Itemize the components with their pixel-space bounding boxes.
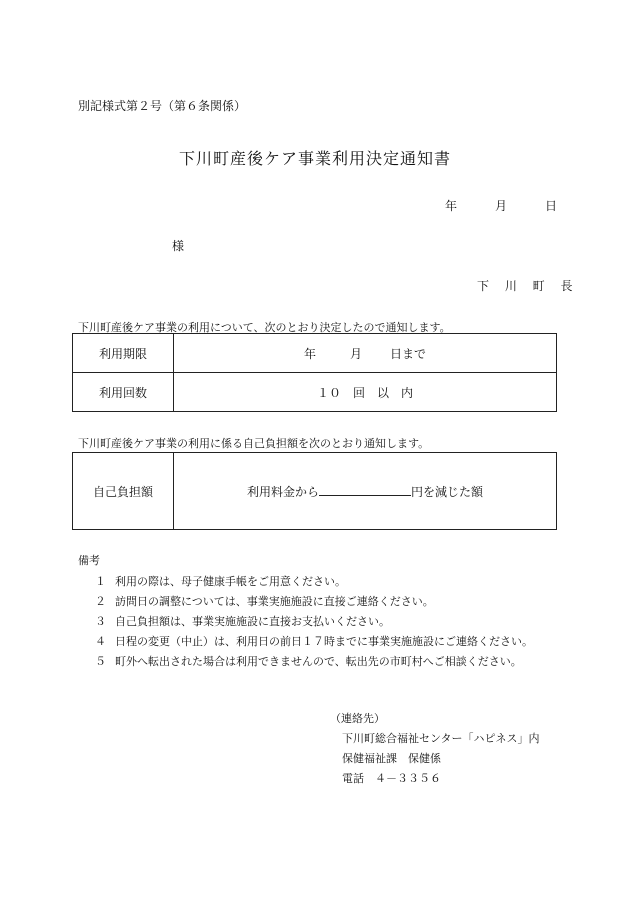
table-row [73, 373, 557, 412]
note-number: ３ [95, 615, 106, 628]
note-number: ２ [95, 595, 106, 608]
note-text: 自己負担額は、事業実施施設に直接お支払いください。 [115, 615, 390, 628]
issuer-name: 下 川 町 長 [477, 279, 579, 293]
decision-table [72, 333, 557, 412]
copay-suffix: 円を減じた額 [411, 484, 484, 499]
document-title: 下川町産後ケア事業利用決定通知書 [178, 149, 451, 168]
period-day: 日まで [390, 346, 427, 361]
count-value: １０ 回 以 内 [174, 373, 557, 412]
list-item [95, 613, 533, 633]
list-item [95, 633, 533, 653]
recipient-suffix: 様 [172, 239, 185, 253]
note-number: １ [95, 575, 106, 588]
note-number: ５ [95, 655, 106, 668]
copay-label: 自己負担額 [73, 453, 174, 530]
list-item [95, 573, 533, 593]
contact-phone: 電話 ４－３３５６ [342, 772, 441, 785]
period-year: 年 [303, 346, 316, 361]
notes-heading: 備考 [78, 554, 100, 567]
date-month-label: 月 [495, 199, 508, 213]
notes-list [95, 573, 533, 673]
count-label: 利用回数 [73, 373, 174, 412]
copay-intro: 下川町産後ケア事業の利用に係る自己負担額を次のとおり通知します。 [78, 437, 430, 450]
note-text: 利用の際は、母子健康手帳をご用意ください。 [115, 575, 346, 588]
period-month: 月 [349, 346, 362, 361]
copay-table [72, 452, 557, 530]
contact-org: 下川町総合福祉センター「ハピネス」内 [342, 732, 540, 745]
period-value [174, 334, 557, 373]
note-text: 町外へ転出された場合は利用できませんので、転出先の市町村へご相談ください。 [115, 655, 522, 668]
copay-amount-blank [319, 483, 411, 496]
copay-value [174, 453, 557, 530]
note-number: ４ [95, 635, 106, 648]
issue-date [445, 197, 565, 214]
note-text: 訪問日の調整については、事業実施施設に直接ご連絡ください。 [115, 595, 434, 608]
list-item [95, 653, 533, 673]
decision-intro: 下川町産後ケア事業の利用について、次のとおり決定したので通知します。 [78, 321, 451, 334]
date-year-label: 年 [445, 199, 458, 213]
table-row [73, 334, 557, 373]
contact-dept: 保健福祉課 保健係 [342, 752, 441, 765]
contact-block [330, 710, 540, 790]
list-item [95, 593, 533, 613]
date-day-label: 日 [545, 199, 558, 213]
period-label: 利用期限 [73, 334, 174, 373]
note-text: 日程の変更（中止）は、利用日の前日１７時までに事業実施施設にご連絡ください。 [115, 635, 533, 648]
form-reference: 別記様式第２号（第６条関係） [78, 99, 247, 113]
copay-prefix: 利用料金から [246, 484, 319, 499]
table-row [73, 453, 557, 530]
contact-heading: （連絡先） [330, 712, 385, 725]
